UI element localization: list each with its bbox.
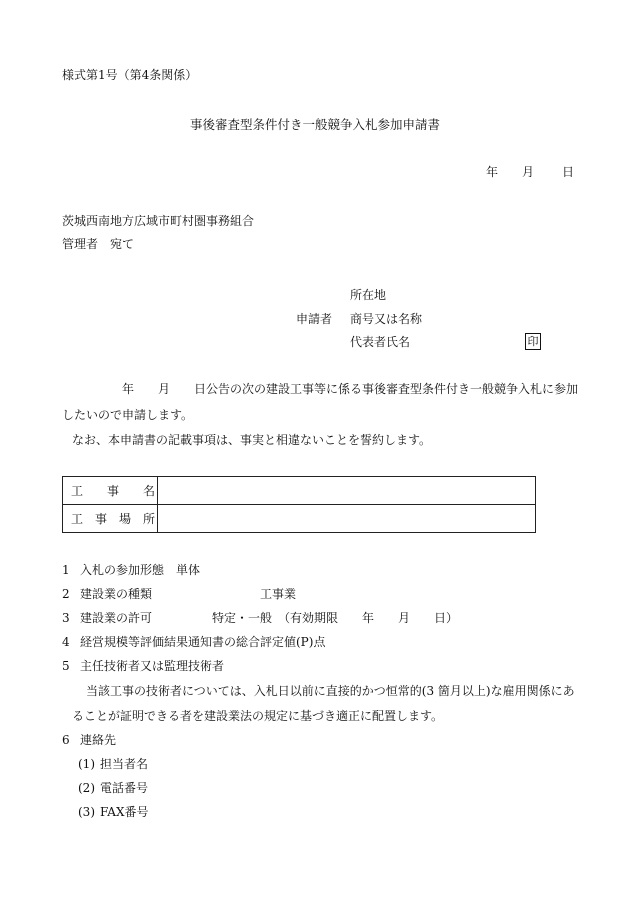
body-text-line-3: なお、本申請書の記載事項は、事実と相違ないことを誓約します。 <box>72 433 432 447</box>
subitem-number: (3) <box>78 805 95 819</box>
project-name-value[interactable] <box>158 477 536 505</box>
form-number: 様式第1号（第4条関係） <box>62 68 198 82</box>
item-text: 建設業の種類 工事業 <box>80 587 297 601</box>
applicant-address-label: 所在地 <box>350 288 387 302</box>
document-title: 事後審査型条件付き一般競争入札参加申請書 <box>189 117 440 132</box>
item-text: 入札の参加形態 単体 <box>80 563 201 577</box>
list-item <box>62 659 224 673</box>
subitem-text: FAX番号 <box>100 805 149 819</box>
addressee-recipient: 管理者 宛て <box>62 237 135 251</box>
contact-subitem <box>78 805 149 819</box>
table-row <box>63 477 536 505</box>
project-location-label: 工 事 場 所 <box>63 505 158 533</box>
applicant-name-label: 商号又は名称 <box>350 312 423 326</box>
project-name-label: 工 事 名 <box>63 477 158 505</box>
technician-description-line-2: ることが証明できる者を建設業法の規定に基づき適正に配置します。 <box>72 709 444 723</box>
applicant-role-label: 申請者 <box>296 312 333 326</box>
subitem-text: 電話番号 <box>100 781 149 795</box>
contact-heading <box>62 733 116 747</box>
body-text-line-1: 年 月 日公告の次の建設工事等に係る事後審査型条件付き一般競争入札に参加 <box>62 382 579 396</box>
date-month: 月 <box>522 165 535 179</box>
date-day: 日 <box>562 165 575 179</box>
contact-subitem <box>78 757 148 771</box>
item-number: 6 <box>62 733 70 747</box>
item-number: 5 <box>62 659 70 673</box>
project-info-table <box>62 476 536 533</box>
list-item <box>62 587 296 601</box>
contact-subitem <box>78 781 148 795</box>
application-date <box>486 165 574 179</box>
item-text: 主任技術者又は監理技術者 <box>80 659 225 673</box>
applicant-representative-row <box>296 335 410 349</box>
technician-description-line-1: 当該工事の技術者については、入札日以前に直接的かつ恒常的(3 箇月以上)な雇用関係にあ <box>86 684 575 698</box>
item-text: 経営規模等評価結果通知書の総合評定値(P)点 <box>80 635 326 649</box>
applicant-representative-label: 代表者氏名 <box>350 335 411 349</box>
item-number: 2 <box>62 587 70 601</box>
list-item <box>62 563 200 577</box>
subitem-number: (2) <box>78 781 95 795</box>
contact-label: 連絡先 <box>80 733 117 747</box>
project-location-value[interactable] <box>158 505 536 533</box>
addressee-organization: 茨城西南地方広域市町村圏事務組合 <box>62 214 255 228</box>
subitem-number: (1) <box>78 757 95 771</box>
date-year: 年 <box>486 165 499 179</box>
table-row <box>63 505 536 533</box>
body-text-line-2: したいので申請します。 <box>62 408 194 422</box>
subitem-text: 担当者名 <box>100 757 149 771</box>
applicant-name-row <box>296 312 422 326</box>
item-number: 3 <box>62 611 70 625</box>
item-text: 建設業の許可 特定・一般 （有効期限 年 月 日） <box>80 611 459 625</box>
list-item <box>62 611 458 625</box>
list-item <box>62 635 325 649</box>
seal-mark: 印 <box>525 333 541 350</box>
item-number: 1 <box>62 563 70 577</box>
applicant-address-row <box>296 288 386 302</box>
item-number: 4 <box>62 635 70 649</box>
